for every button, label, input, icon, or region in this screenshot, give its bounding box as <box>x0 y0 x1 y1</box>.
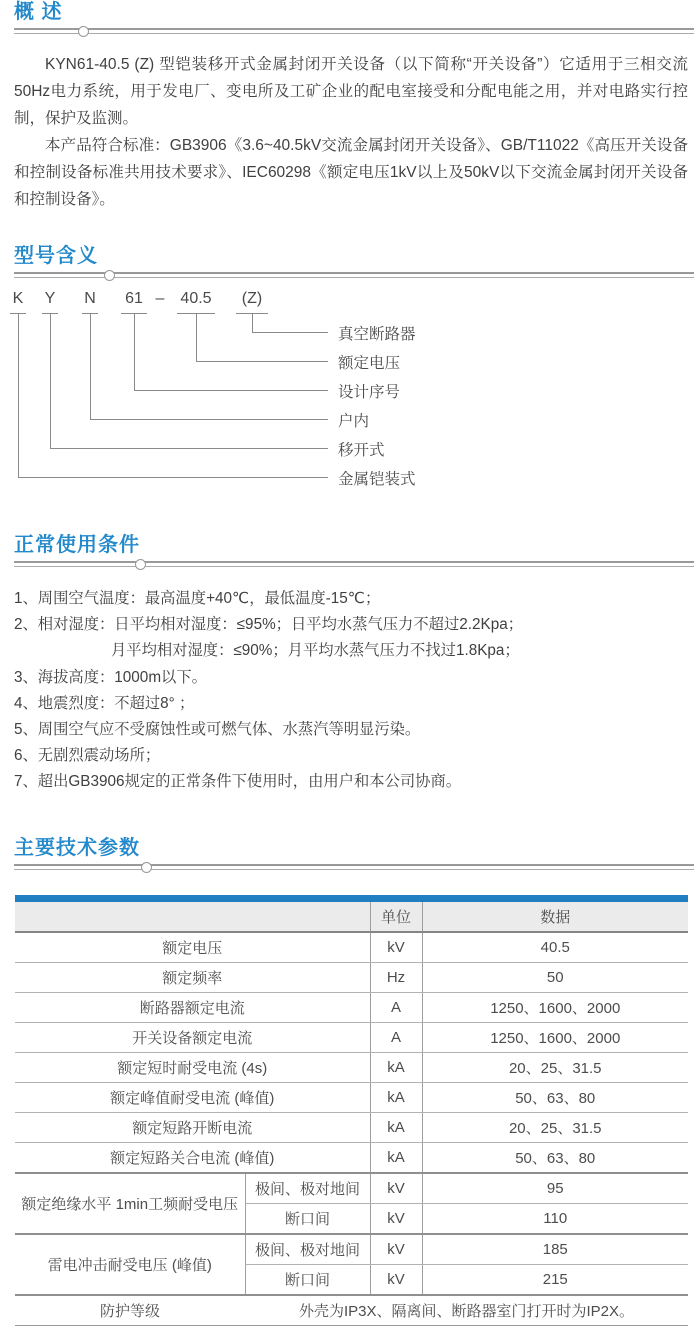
model-symbol: 61 <box>125 290 143 307</box>
section-title-parameters: 主要技术参数 <box>14 836 140 859</box>
connector-line <box>134 390 328 391</box>
connector-line <box>18 477 328 478</box>
param-value-cell: 50、63、80 <box>422 1082 688 1112</box>
model-label: 真空断路器 <box>338 326 416 343</box>
table-row <box>15 932 688 963</box>
param-unit-cell: kV <box>370 1173 422 1204</box>
param-name-cell: 额定短路开断电流 <box>15 1112 370 1142</box>
param-value-cell: 110 <box>422 1203 688 1234</box>
table-row <box>15 992 688 1022</box>
param-value-cell: 40.5 <box>422 932 688 963</box>
section-overview <box>0 0 700 213</box>
conditions-list <box>14 586 688 796</box>
table-row <box>15 1082 688 1112</box>
table-row-grouped <box>15 1234 688 1265</box>
section-parameters <box>0 836 700 1326</box>
param-name-cell: 额定峰值耐受电流 (峰值) <box>15 1082 370 1112</box>
section-rule <box>14 28 694 34</box>
connector-line <box>50 448 328 449</box>
param-unit-cell: kA <box>370 1052 422 1082</box>
param-unit-cell: Hz <box>370 962 422 992</box>
model-symbol: K <box>12 290 24 307</box>
model-label: 设计序号 <box>338 384 401 401</box>
condition-item: 3、海拔高度：1000m以下。 <box>14 668 207 686</box>
model-symbol-dash: – <box>155 290 165 307</box>
table-row-grouped <box>15 1173 688 1204</box>
section-model-meaning <box>0 244 700 494</box>
model-label: 移开式 <box>338 442 385 459</box>
condition-item: 1、周围空气温度：最高温度+40℃，最低温度-15℃； <box>14 590 381 607</box>
table-footer-row <box>15 1295 688 1326</box>
table-row <box>15 1052 688 1082</box>
connector-line <box>196 313 197 361</box>
param-group-name-cell: 雷电冲击耐受电压 (峰值) <box>15 1234 245 1295</box>
connector-line <box>90 419 328 420</box>
param-name-cell: 额定短路关合电流 (峰值) <box>15 1142 370 1173</box>
model-symbol: N <box>84 290 96 307</box>
section-title-model: 型号含义 <box>14 245 98 267</box>
model-symbol: Y <box>44 290 56 307</box>
param-sub-cell: 断口间 <box>245 1203 370 1234</box>
overview-paragraph-1: KYN61-40.5 (Z) 型铠装移开式金属封闭开关设备（以下简称“开关设备”）它适用于三相交流50Hz电力系统，用于发电厂、变电所及工矿企业的配电室接受和分配电能之用，并对电路实行控制，保护及监测。 <box>14 56 688 127</box>
model-symbol: 40.5 <box>180 290 212 307</box>
param-value-cell: 1250、1600、2000 <box>422 992 688 1022</box>
header-data-cell: 数据 <box>422 902 688 932</box>
condition-item: 2、相对湿度：日平均相对湿度：≤95%；日平均水蒸气压力不超过2.2Kpa； <box>14 616 524 634</box>
param-sub-cell: 极间、极对地间 <box>245 1173 370 1204</box>
param-unit-cell: kV <box>370 932 422 963</box>
param-unit-cell: A <box>370 1022 422 1052</box>
param-value-cell: 50 <box>422 962 688 992</box>
param-unit-cell: kV <box>370 1203 422 1234</box>
param-value-cell: 95 <box>422 1173 688 1204</box>
connector-line <box>252 332 328 333</box>
parameters-table-wrapper <box>15 895 688 1326</box>
param-name-cell: 防护等级 <box>15 1295 245 1326</box>
condition-item: 7、超出GB3906规定的正常条件下使用时，由用户和本公司协商。 <box>14 773 462 791</box>
param-unit-cell: kV <box>370 1234 422 1265</box>
rule-knob-icon <box>141 862 152 873</box>
overview-text <box>14 51 688 213</box>
rule-knob-icon <box>104 270 115 281</box>
header-unit-cell: 单位 <box>370 902 422 932</box>
param-unit-cell: kA <box>370 1112 422 1142</box>
param-sub-cell: 断口间 <box>245 1264 370 1295</box>
table-row <box>15 962 688 992</box>
param-name-cell: 额定短时耐受电流 (4s) <box>15 1052 370 1082</box>
connector-line <box>18 313 19 477</box>
connector-line <box>50 313 51 448</box>
section-rule <box>14 864 694 870</box>
param-value-cell: 1250、1600、2000 <box>422 1022 688 1052</box>
param-unit-cell: kA <box>370 1082 422 1112</box>
param-name-cell: 额定电压 <box>15 932 370 963</box>
model-code-diagram <box>0 288 700 494</box>
header-param-cell <box>15 902 370 932</box>
param-unit-cell: kV <box>370 1264 422 1295</box>
param-group-name-cell: 额定绝缘水平 1min工频耐受电压 <box>15 1173 245 1234</box>
table-row <box>15 1142 688 1173</box>
model-label: 户内 <box>338 413 370 430</box>
param-value-cell: 185 <box>422 1234 688 1265</box>
connector-line <box>134 313 135 390</box>
table-header-row <box>15 902 688 932</box>
condition-item: 5、周围空气应不受腐蚀性或可燃气体、水蒸汽等明显污染。 <box>14 721 421 739</box>
section-title-overview: 概 述 <box>14 1 63 23</box>
param-value-cell: 20、25、31.5 <box>422 1052 688 1082</box>
overview-paragraph-2: 本产品符合标准：GB3906《3.6~40.5kV交流金属封闭开关设备》、GB/T11022《高压开关设备和控制设备标准共用技术要求》、IEC60298《额定电压1kV以上及50kV以下交流金属封闭开关设备和控制设备》。 <box>14 137 688 208</box>
section-conditions <box>0 533 700 796</box>
rule-knob-icon <box>78 26 89 37</box>
model-label: 额定电压 <box>338 355 401 372</box>
param-value-cell: 20、25、31.5 <box>422 1112 688 1142</box>
model-symbol: (Z) <box>241 290 263 307</box>
parameters-table <box>15 902 688 1326</box>
param-unit-cell: kA <box>370 1142 422 1173</box>
condition-item: 4、地震烈度：不超过8° ； <box>14 694 195 712</box>
param-value-cell: 50、63、80 <box>422 1142 688 1173</box>
table-row <box>15 1112 688 1142</box>
table-top-bar <box>15 895 688 902</box>
param-name-cell: 开关设备额定电流 <box>15 1022 370 1052</box>
table-row <box>15 1022 688 1052</box>
param-unit-cell: A <box>370 992 422 1022</box>
rule-knob-icon <box>135 559 146 570</box>
model-label: 金属铠装式 <box>338 471 416 488</box>
param-value-cell: 215 <box>422 1264 688 1295</box>
section-rule <box>14 272 694 278</box>
param-name-cell: 额定频率 <box>15 962 370 992</box>
section-title-conditions: 正常使用条件 <box>14 534 140 556</box>
connector-line <box>252 313 253 332</box>
param-sub-cell: 极间、极对地间 <box>245 1234 370 1265</box>
param-value-cell: 外壳为IP3X、隔离间、断路器室门打开时为IP2X。 <box>245 1295 688 1326</box>
connector-line <box>90 313 91 419</box>
condition-item: 6、无剧烈震动场所； <box>14 747 161 765</box>
condition-item-continuation: 月平均相对湿度：≤90%；月平均水蒸气压力不找过1.8Kpa； <box>111 642 520 660</box>
param-name-cell: 断路器额定电流 <box>15 992 370 1022</box>
section-rule <box>14 561 694 567</box>
connector-line <box>196 361 328 362</box>
